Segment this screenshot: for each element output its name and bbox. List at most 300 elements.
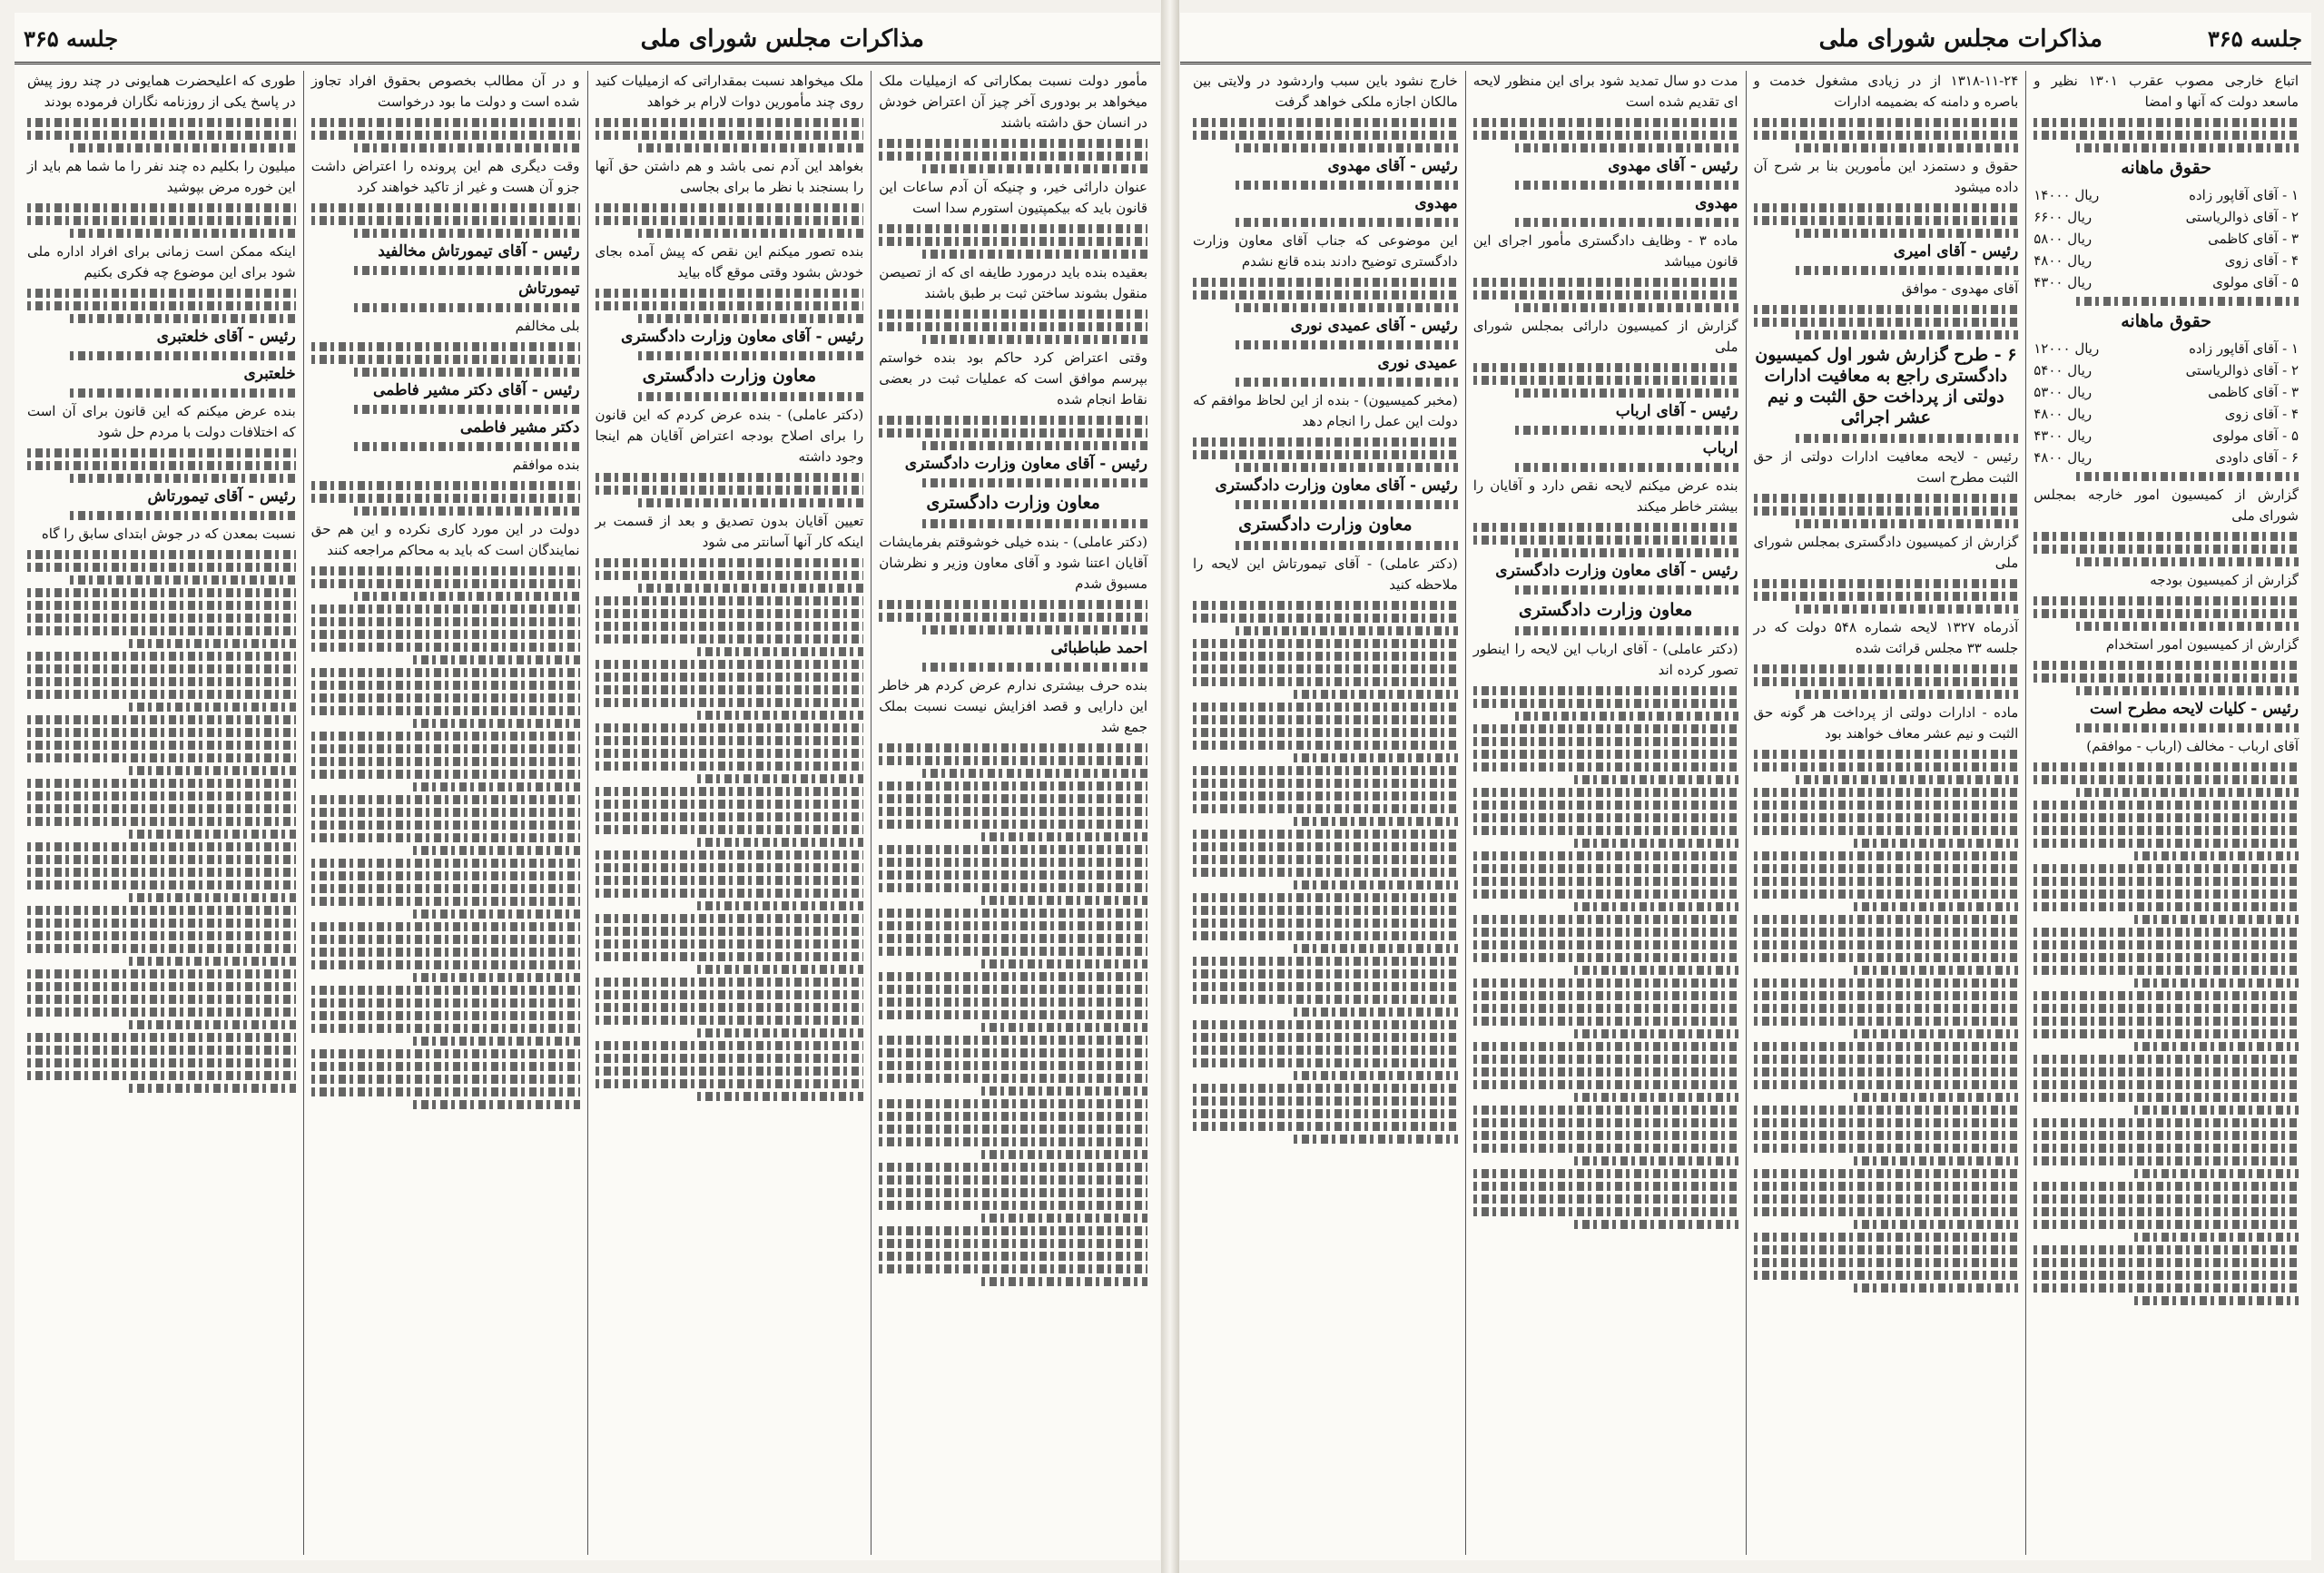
illegible-text-line	[1294, 690, 1458, 699]
illegible-text-line	[70, 474, 295, 483]
illegible-text-line	[311, 821, 580, 830]
illegible-text-line	[1796, 519, 2018, 528]
illegible-text-line	[1473, 750, 1738, 759]
illegible-text-line	[27, 289, 296, 298]
illegible-text-line	[596, 558, 864, 567]
illegible-text-line	[596, 1041, 864, 1050]
illegible-text-line	[27, 614, 296, 623]
illegible-text-line	[1473, 1144, 1738, 1153]
illegible-text-line	[638, 229, 863, 238]
illegible-text-line	[879, 756, 1147, 765]
illegible-text-line	[1473, 864, 1738, 873]
illegible-text-line	[879, 1074, 1147, 1083]
illegible-text-line	[922, 441, 1147, 450]
paragraph: دولت در این مورد کاری نکرده و این هم حق نمایندگان است که باید به محاکم مراجعه کنند	[310, 521, 580, 558]
page-gutter	[1161, 0, 1179, 1573]
illegible-text-line	[922, 250, 1147, 259]
illegible-text-line	[1294, 1135, 1458, 1144]
illegible-text-line	[311, 998, 580, 1008]
illegible-text-line	[1473, 1017, 1738, 1026]
illegible-text-line	[1754, 664, 2019, 673]
illegible-text-line	[2034, 1207, 2299, 1216]
illegible-text-line	[1754, 813, 2019, 822]
illegible-text-line	[413, 655, 579, 664]
illegible-text-line	[1754, 1169, 2019, 1178]
illegible-text-line	[129, 1084, 295, 1093]
illegible-text-line	[1854, 1093, 2018, 1102]
illegible-text-line	[1473, 1067, 1738, 1077]
illegible-text-line	[2034, 762, 2299, 772]
illegible-text-line	[2034, 801, 2299, 810]
illegible-text-line	[1854, 1029, 2018, 1038]
illegible-text-line	[1515, 712, 1738, 721]
illegible-text-line	[413, 909, 579, 919]
speaker-name: رئیس - آقای معاون وزارت دادگستری	[1495, 562, 1738, 580]
illegible-text-line	[354, 266, 579, 275]
illegible-text-line	[1473, 1004, 1738, 1013]
illegible-text-line	[27, 982, 296, 991]
illegible-text-line	[27, 906, 296, 915]
illegible-text-line	[1754, 1131, 2019, 1140]
session-number: جلسه ۳۶۵	[2207, 25, 2302, 52]
illegible-text-line	[1193, 652, 1458, 661]
illegible-text-line	[1193, 715, 1458, 724]
illegible-text-line	[413, 782, 579, 791]
illegible-text-line	[1473, 788, 1738, 797]
illegible-text-line	[1754, 762, 2019, 772]
illegible-text-line	[27, 817, 296, 826]
illegible-text-line	[879, 1048, 1147, 1057]
illegible-text-line	[638, 143, 863, 152]
illegible-text-line	[1236, 218, 1458, 227]
illegible-text-line	[354, 368, 579, 377]
speaker-name: خلعتبری	[243, 365, 296, 383]
illegible-text-line	[1193, 969, 1458, 978]
paragraph: مدت دو سال تمدید شود برای این منظور لایحه ای تقدیم شده است	[1472, 73, 1738, 110]
list-item-label: ۲ - آقای ذوالریاستی	[2185, 362, 2299, 379]
illegible-text-line	[70, 388, 295, 398]
illegible-text-line	[2034, 991, 2299, 1000]
illegible-text-line	[596, 1079, 864, 1088]
illegible-text-line	[27, 626, 296, 635]
paragraph: بنده موافقم	[512, 457, 580, 473]
illegible-text-line	[2134, 978, 2299, 988]
illegible-text-line	[879, 870, 1147, 880]
illegible-text-line	[311, 630, 580, 639]
illegible-text-line	[1193, 450, 1458, 459]
illegible-text-line	[27, 741, 296, 750]
illegible-text-line	[596, 863, 864, 872]
illegible-text-line	[1473, 278, 1738, 287]
illegible-text-line	[1473, 826, 1738, 835]
list-item-label: ۶ - آقای داودی	[2215, 449, 2299, 466]
illegible-text-line	[981, 1150, 1147, 1159]
illegible-text-line	[2034, 661, 2299, 670]
illegible-text-line	[311, 481, 580, 490]
illegible-text-line	[311, 566, 580, 575]
illegible-text-line	[1473, 737, 1738, 746]
illegible-text-line	[2034, 1156, 2299, 1165]
paragraph: گزارش از کمیسیون دادگستری بمجلس شورای ملی	[1753, 534, 2019, 571]
illegible-text-line	[1193, 931, 1458, 940]
illegible-text-line	[2134, 1106, 2299, 1115]
illegible-text-line	[2034, 673, 2299, 683]
illegible-text-line	[1473, 1207, 1738, 1216]
illegible-text-line	[596, 473, 864, 482]
list-item-label: ۲ - آقای ذوالریاستی	[2185, 209, 2299, 225]
page-title: مذاکرات مجلس شورای ملی	[640, 25, 924, 53]
speaker-name: مهدوی	[1695, 194, 1738, 212]
illegible-text-line	[1193, 791, 1458, 801]
section-heading: معاون وزارت دادگستری	[642, 366, 817, 386]
paragraph: آذرماه ۱۳۲۷ لایحه شماره ۵۴۸ دولت که در جلسه ۳۳ مجلس قرائت شده	[1753, 619, 2019, 656]
illegible-text-line	[1473, 991, 1738, 1000]
illegible-text-line	[596, 787, 864, 796]
illegible-text-line	[311, 1075, 580, 1084]
illegible-text-line	[2134, 851, 2299, 860]
illegible-text-line	[879, 947, 1147, 956]
paragraph: حقوق و دستمزد این مأمورین بنا بر شرح آن داده میشود	[1753, 158, 2019, 195]
illegible-text-line	[1754, 940, 2019, 949]
illegible-text-line	[2034, 826, 2299, 835]
illegible-text-line	[1473, 536, 1738, 545]
illegible-text-line	[1754, 677, 2019, 686]
illegible-text-line	[2034, 813, 2299, 822]
illegible-text-line	[1796, 330, 2018, 339]
speaker-name: رئیس - آقای مهدوی	[1608, 157, 1738, 175]
illegible-text-line	[1193, 804, 1458, 813]
illegible-text-line	[1754, 788, 2019, 797]
paragraph: نسبت بمعدن که در جوش ابتدای سابق را گاه	[41, 526, 296, 542]
paragraph: ماده - ادارات دولتی از پرداخت هر گونه حق الثبت و نیم عشر معاف خواهند بود	[1753, 704, 2019, 742]
illegible-text-line	[2034, 1093, 2299, 1102]
illegible-text-line	[1236, 340, 1458, 349]
illegible-text-line	[596, 622, 864, 631]
paragraph: گزارش از کمیسیون امور خارجه بمجلس شورای ملی	[2034, 487, 2299, 524]
illegible-text-line	[2076, 297, 2299, 306]
illegible-text-line	[2034, 839, 2299, 848]
illegible-text-line	[1754, 1004, 2019, 1013]
illegible-text-line	[1574, 966, 1738, 975]
illegible-text-line	[596, 850, 864, 860]
illegible-text-line	[596, 978, 864, 987]
illegible-text-line	[2034, 953, 2299, 962]
illegible-text-line	[1754, 978, 2019, 988]
illegible-text-line	[1515, 143, 1738, 152]
paragraph: بنده عرض میکنم که این قانون برای آن است که اختلافات دولت با مردم حل شود	[27, 403, 296, 440]
illegible-text-line	[1193, 957, 1458, 966]
illegible-text-line	[2034, 890, 2299, 899]
illegible-text-line	[879, 1125, 1147, 1134]
speaker-name: رئیس - آقای ارباب	[1615, 402, 1738, 420]
illegible-text-line	[1193, 906, 1458, 915]
paragraph: تعیین آقایان بدون تصدیق و بعد از قسمت بر اینکه کار آنها آسانتر می شود	[595, 513, 864, 550]
illegible-text-line	[70, 351, 295, 360]
illegible-text-line	[1515, 548, 1738, 557]
illegible-text-line	[1193, 1084, 1458, 1093]
illegible-text-line	[922, 478, 1147, 487]
illegible-text-line	[2134, 1042, 2299, 1051]
speaker-name: عمیدی نوری	[1377, 354, 1458, 372]
illegible-text-line	[1236, 463, 1458, 472]
text-columns	[1186, 71, 2306, 1555]
illegible-text-line	[1193, 703, 1458, 712]
illegible-text-line	[1754, 915, 2019, 924]
paragraph: گزارش از کمیسیون امور استخدام	[2105, 636, 2299, 653]
paragraph: (دکتر عاملی) - آقای ارباب این لایحه را اینطور تصور کرده اند	[1472, 641, 1738, 678]
illegible-text-line	[1754, 305, 2019, 314]
illegible-text-line	[1574, 1093, 1738, 1102]
illegible-text-line	[27, 690, 296, 699]
illegible-text-line	[2076, 472, 2299, 481]
illegible-text-line	[311, 986, 580, 995]
illegible-text-line	[1473, 1194, 1738, 1204]
illegible-text-line	[1754, 851, 2019, 860]
speaker-name: رئیس - آقای مهدوی	[1327, 157, 1458, 175]
illegible-text-line	[1193, 779, 1458, 788]
list-item-label: ۵ - آقای مولوی	[2212, 274, 2299, 290]
list-item	[2034, 271, 2299, 293]
illegible-text-line	[1754, 579, 2019, 588]
illegible-text-line	[1193, 1046, 1458, 1055]
paragraph: (مخبر کمیسیون) - بنده از این لحاظ موافقم که دولت این عمل را انجام دهد	[1193, 392, 1458, 429]
illegible-text-line	[311, 693, 580, 703]
illegible-text-line	[1473, 762, 1738, 772]
list-title: حقوق ماهانه	[2121, 311, 2212, 331]
left-page	[15, 13, 1160, 1560]
illegible-text-line	[2034, 545, 2299, 554]
illegible-text-line	[27, 588, 296, 597]
illegible-text-line	[596, 1054, 864, 1063]
illegible-text-line	[27, 1008, 296, 1017]
illegible-text-line	[2034, 902, 2299, 911]
illegible-text-line	[596, 685, 864, 694]
illegible-text-line	[1473, 813, 1738, 822]
speaker-name: رئیس - آقای تیمورتاش	[147, 487, 296, 506]
illegible-text-line	[1236, 500, 1458, 509]
speaker-name: رئیس - آقای امیری	[1893, 242, 2019, 261]
text-column	[20, 71, 303, 1555]
illegible-text-line	[596, 1067, 864, 1076]
text-column	[2025, 71, 2306, 1555]
illegible-text-line	[596, 660, 864, 669]
illegible-text-line	[697, 901, 863, 910]
list-item-amount: ۴۸۰۰ ریال	[2034, 252, 2093, 269]
list-item	[2034, 359, 2299, 381]
paragraph: عنوان دارائی خیر، و چنیکه آن آدم ساعات این قانون باید که بیکمپتیون استورم سدا است	[879, 179, 1147, 216]
illegible-text-line	[1754, 1017, 2019, 1026]
illegible-text-line	[27, 715, 296, 724]
illegible-text-line	[2034, 1080, 2299, 1089]
paragraph: گزارش از کمیسیون بودجه	[2150, 572, 2299, 588]
illegible-text-line	[2076, 622, 2299, 631]
paragraph: بنده تصور میکنم این نقص که پیش آمده بجای خودش بشود وقتی موقع گاه بیاید	[595, 243, 864, 280]
illegible-text-line	[311, 859, 580, 868]
illegible-text-line	[2034, 928, 2299, 937]
illegible-text-line	[1796, 690, 2018, 699]
illegible-text-line	[596, 889, 864, 898]
illegible-text-line	[1515, 181, 1738, 190]
illegible-text-line	[129, 639, 295, 648]
illegible-text-line	[879, 1061, 1147, 1070]
illegible-text-line	[1515, 626, 1738, 635]
illegible-text-line	[1754, 1258, 2019, 1267]
paragraph: و در آن مطالب بخصوص بحقوق افراد تجاوز شده است و دولت ما بود درخواست	[310, 73, 580, 110]
illegible-text-line	[1473, 928, 1738, 937]
illegible-text-line	[697, 1028, 863, 1037]
illegible-text-line	[879, 428, 1147, 437]
illegible-text-line	[879, 858, 1147, 867]
illegible-text-line	[1754, 1080, 2019, 1089]
illegible-text-line	[70, 229, 295, 238]
illegible-text-line	[981, 1214, 1147, 1223]
session-number: جلسه ۳۶۵	[24, 25, 119, 52]
illegible-text-line	[922, 519, 1147, 528]
illegible-text-line	[879, 972, 1147, 981]
illegible-text-line	[1473, 877, 1738, 886]
illegible-text-line	[697, 1092, 863, 1101]
illegible-text-line	[1193, 1020, 1458, 1029]
speaker-name: دکتر مشیر فاطمی	[459, 418, 580, 437]
illegible-text-line	[2034, 1271, 2299, 1280]
illegible-text-line	[596, 486, 864, 495]
illegible-text-line	[1473, 363, 1738, 372]
illegible-text-line	[1473, 724, 1738, 733]
illegible-text-line	[27, 969, 296, 978]
list-item-amount: ۴۸۰۰ ریال	[2034, 449, 2093, 466]
illegible-text-line	[354, 592, 579, 601]
illegible-text-line	[1754, 991, 2019, 1000]
illegible-text-line	[596, 203, 864, 212]
speaker-name: ارباب	[1702, 439, 1738, 457]
illegible-text-line	[596, 990, 864, 999]
list-item-amount: ۶۶۰۰ ریال	[2034, 209, 2093, 225]
illegible-text-line	[354, 442, 579, 451]
illegible-text-line	[638, 498, 863, 507]
list-item-label: ۵ - آقای مولوی	[2212, 428, 2299, 444]
illegible-text-line	[413, 846, 579, 855]
illegible-text-line	[1193, 614, 1458, 623]
list-item-label: ۴ - آقای زوی	[2224, 252, 2299, 269]
illegible-text-line	[1193, 639, 1458, 648]
illegible-text-line	[1854, 966, 2018, 975]
illegible-text-line	[1294, 944, 1458, 953]
illegible-text-line	[1193, 290, 1458, 300]
illegible-text-line	[27, 855, 296, 864]
illegible-text-line	[879, 1010, 1147, 1019]
text-column	[303, 71, 587, 1555]
illegible-text-line	[1193, 664, 1458, 673]
illegible-text-line	[879, 1099, 1147, 1108]
illegible-text-line	[2034, 609, 2299, 618]
illegible-text-line	[879, 310, 1147, 319]
illegible-text-line	[596, 736, 864, 745]
illegible-text-line	[879, 1239, 1147, 1248]
illegible-text-line	[311, 494, 580, 503]
paragraph: طوری که اعلیحضرت همایونی در چند روز پیش در پاسخ یکی از روزنامه نگاران فرموده بودند	[27, 73, 296, 110]
illegible-text-line	[2034, 1118, 2299, 1127]
list-item-label: ۴ - آقای زوی	[2224, 406, 2299, 422]
illegible-text-line	[638, 584, 863, 593]
illegible-text-line	[1193, 677, 1458, 686]
illegible-text-line	[27, 842, 296, 851]
illegible-text-line	[311, 355, 580, 364]
illegible-text-line	[27, 995, 296, 1004]
paragraph: (دکتر عاملی) - بنده خیلی خوشوقتم بفرمایشات آقایان اعتنا شود و آقای معاون وزیر و نظرشان مسبوق شدم	[879, 534, 1147, 592]
illegible-text-line	[129, 703, 295, 712]
illegible-text-line	[27, 203, 296, 212]
illegible-text-line	[1473, 851, 1738, 860]
speaker-name: رئیس - آقای خلعتبری	[156, 328, 296, 346]
illegible-text-line	[879, 322, 1147, 331]
illegible-text-line	[879, 1226, 1147, 1235]
illegible-text-line	[2034, 1194, 2299, 1204]
illegible-text-line	[27, 868, 296, 877]
list-item	[2034, 206, 2299, 228]
illegible-text-line	[1193, 982, 1458, 991]
illegible-text-line	[596, 118, 864, 127]
illegible-text-line	[1236, 143, 1458, 152]
speaker-name: مهدوی	[1414, 194, 1458, 212]
illegible-text-line	[1193, 601, 1458, 610]
illegible-text-line	[879, 1264, 1147, 1273]
paragraph: ۱۳۱۸-۱۱-۲۴ از در زیادی مشغول خدمت و باصره و دامنه که بضمیمه ادارات	[1753, 73, 2019, 110]
page-header	[1180, 20, 2311, 64]
illegible-text-line	[1193, 1033, 1458, 1042]
right-page	[1180, 13, 2311, 1560]
illegible-text-line	[311, 897, 580, 906]
illegible-text-line	[697, 965, 863, 974]
illegible-text-line	[1294, 1071, 1458, 1080]
illegible-text-line	[1473, 1055, 1738, 1064]
illegible-text-line	[1473, 699, 1738, 708]
illegible-text-line	[879, 237, 1147, 246]
illegible-text-line	[1236, 541, 1458, 550]
illegible-text-line	[129, 957, 295, 966]
list-item-label: ۱ - آقای آقاپور زاده	[2189, 340, 2299, 357]
illegible-text-line	[27, 1071, 296, 1080]
list-item-amount: ۴۳۰۰ ریال	[2034, 428, 2093, 444]
illegible-text-line	[2034, 131, 2299, 140]
illegible-text-line	[596, 939, 864, 949]
illegible-text-line	[697, 647, 863, 656]
paragraph: بعقیده بنده باید درمورد طایفه ای که از تصیصن منقول بشوند ساختن ثبت بر طبق باشند	[879, 264, 1147, 301]
illegible-text-line	[1574, 775, 1738, 784]
illegible-text-line	[129, 766, 295, 775]
illegible-text-line	[879, 998, 1147, 1007]
illegible-text-line	[1854, 1156, 2018, 1165]
illegible-text-line	[1754, 877, 2019, 886]
illegible-text-line	[1193, 131, 1458, 140]
illegible-text-line	[596, 571, 864, 580]
list-item	[2034, 184, 2299, 206]
illegible-text-line	[27, 753, 296, 762]
illegible-text-line	[697, 711, 863, 720]
speaker-name: تیمورتاش	[518, 280, 580, 298]
illegible-text-line	[70, 314, 295, 323]
illegible-text-line	[311, 1024, 580, 1033]
illegible-text-line	[2134, 1169, 2299, 1178]
illegible-text-line	[2034, 864, 2299, 873]
illegible-text-line	[27, 664, 296, 673]
illegible-text-line	[1754, 1245, 2019, 1254]
illegible-text-line	[2034, 1245, 2299, 1254]
paragraph: گزارش از کمیسیون دارائی بمجلس شورای ملی	[1472, 318, 1738, 355]
illegible-text-line	[1796, 229, 2018, 238]
illegible-text-line	[1754, 131, 2019, 140]
list-item-amount: ۵۴۰۰ ریال	[2034, 362, 2093, 379]
illegible-text-line	[2034, 596, 2299, 605]
